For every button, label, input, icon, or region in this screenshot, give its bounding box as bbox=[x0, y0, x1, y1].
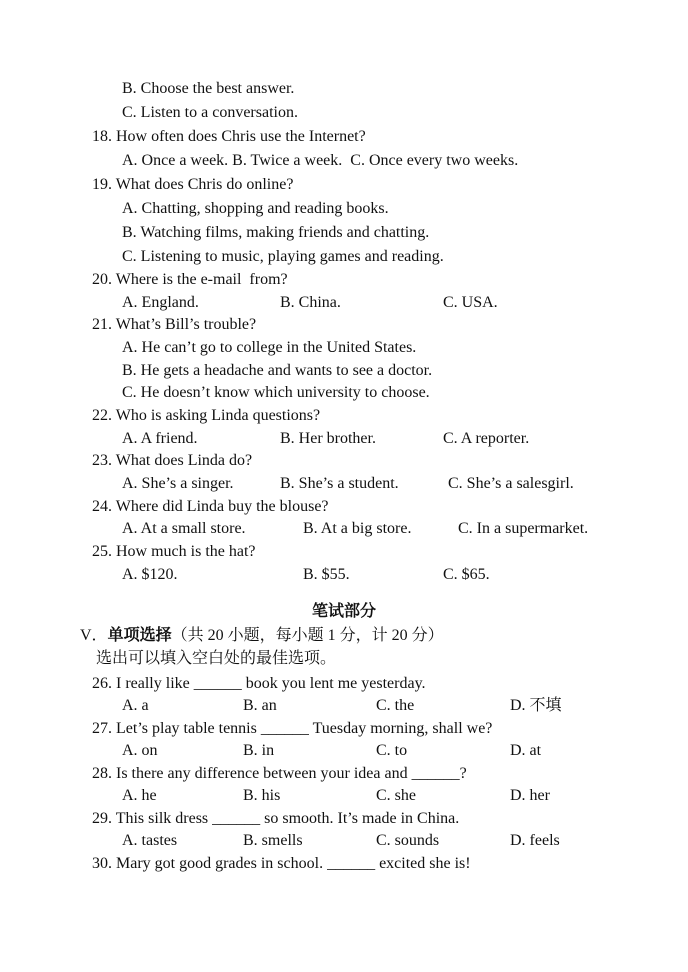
question-26: 26. I really like ______ book you lent me yesterday. bbox=[92, 675, 426, 692]
option-a: A. a bbox=[122, 697, 149, 714]
option-a: A. he bbox=[122, 787, 157, 804]
question-21: 21. What’s Bill’s trouble? bbox=[92, 316, 257, 333]
question-20: 20. Where is the e-mail from? bbox=[92, 271, 288, 288]
option-line: B. He gets a headache and wants to see a doctor. bbox=[122, 362, 433, 379]
option-b: B. At a big store. bbox=[303, 520, 412, 537]
option-c: C. $65. bbox=[443, 566, 490, 583]
option-line: B. Watching films, making friends and chatting. bbox=[122, 224, 430, 241]
option-c: C. She’s a salesgirl. bbox=[448, 475, 574, 492]
question-19: 19. What does Chris do online? bbox=[92, 176, 294, 193]
option-d: D. her bbox=[510, 787, 550, 804]
option-a: A. tastes bbox=[122, 832, 178, 849]
option-line: C. He doesn’t know which university to choose. bbox=[122, 384, 430, 401]
question-24: 24. Where did Linda buy the blouse? bbox=[92, 498, 329, 515]
option-line: C. Listen to a conversation. bbox=[122, 104, 298, 121]
option-c: C. she bbox=[376, 787, 416, 804]
option-b: B. She’s a student. bbox=[280, 475, 399, 492]
option-a: A. on bbox=[122, 742, 158, 759]
section-score-note: （共 20 小题，每小题 1 分，计 20 分） bbox=[171, 627, 444, 644]
option-b: B. smells bbox=[243, 832, 303, 849]
option-a: A. She’s a singer. bbox=[122, 475, 234, 492]
option-line: A. Once a week. B. Twice a week. C. Once every two weeks. bbox=[122, 152, 519, 169]
option-line: A. He can’t go to college in the United States. bbox=[122, 339, 417, 356]
section-numeral: V． bbox=[80, 627, 108, 644]
option-b: B. in bbox=[243, 742, 275, 759]
option-c: C. sounds bbox=[376, 832, 440, 849]
question-30: 30. Mary got good grades in school. ______ excited she is! bbox=[92, 855, 471, 872]
option-a: A. A friend. bbox=[122, 430, 198, 447]
question-18: 18. How often does Chris use the Internet? bbox=[92, 128, 366, 145]
option-a: A. England. bbox=[122, 294, 199, 311]
section-v-heading bbox=[80, 626, 444, 646]
question-29: 29. This silk dress ______ so smooth. It’s made in China. bbox=[92, 810, 460, 827]
question-27: 27. Let’s play table tennis ______ Tuesday morning, shall we? bbox=[92, 720, 493, 737]
option-a: A. $120. bbox=[122, 566, 178, 583]
option-b: B. an bbox=[243, 697, 277, 714]
option-c: C. the bbox=[376, 697, 415, 714]
question-28: 28. Is there any difference between your idea and ______? bbox=[92, 765, 467, 782]
section-title: 单项选择 bbox=[107, 627, 172, 644]
option-d: D. feels bbox=[510, 832, 560, 849]
option-line: C. Listening to music, playing games and reading. bbox=[122, 248, 444, 265]
question-22: 22. Who is asking Linda questions? bbox=[92, 407, 321, 424]
option-b: B. Her brother. bbox=[280, 430, 376, 447]
option-b: B. China. bbox=[280, 294, 341, 311]
option-c: C. A reporter. bbox=[443, 430, 530, 447]
option-c: C. In a supermarket. bbox=[458, 520, 589, 537]
option-a: A. At a small store. bbox=[122, 520, 246, 537]
option-b: B. his bbox=[243, 787, 281, 804]
written-section-title: 笔试部分 bbox=[311, 603, 376, 620]
option-line: B. Choose the best answer. bbox=[122, 80, 295, 97]
option-line: A. Chatting, shopping and reading books. bbox=[122, 200, 389, 217]
question-25: 25. How much is the hat? bbox=[92, 543, 256, 560]
option-c: C. USA. bbox=[443, 294, 498, 311]
option-b: B. $55. bbox=[303, 566, 350, 583]
option-c: C. to bbox=[376, 742, 408, 759]
option-d: D. 不填 bbox=[510, 697, 562, 714]
section-instruction: 选出可以填入空白处的最佳选项。 bbox=[96, 650, 337, 667]
option-d: D. at bbox=[510, 742, 542, 759]
question-23: 23. What does Linda do? bbox=[92, 452, 253, 469]
